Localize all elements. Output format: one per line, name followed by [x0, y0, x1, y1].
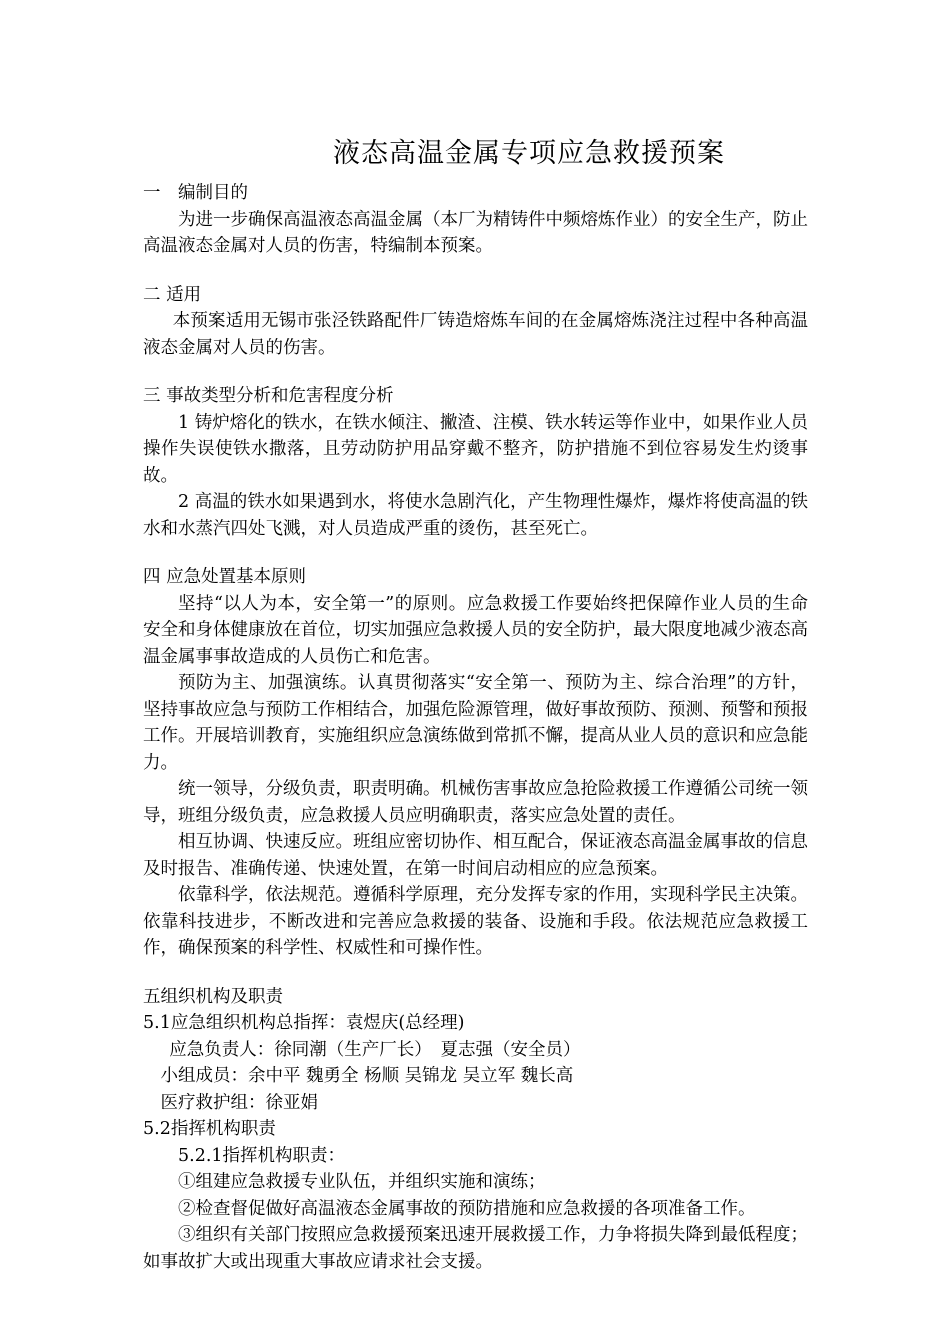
section-4-paragraph-4: 相互协调、快速反应。班组应密切协作、相互配合，保证液态高温金属事故的信息及时报告、准确传递、快速处置，在第一时间启动相应的应急预案。: [143, 832, 808, 879]
section-2-paragraph: 本预案适用无锡市张泾铁路配件厂铸造熔炼车间的在金属熔炼浇注过程中各种高温液态金属对人员的伤害。: [143, 311, 808, 358]
section-4-paragraph-2: 预防为主、加强演练。认真贯彻落实“安全第一、预防为主、综合治理”的方针，坚持事故应急与预防工作相结合，加强危险源管理，做好事故预防、预测、预警和预报工作。开展培训教育，实施组织应急演练做到常抓不懈，提高从业人员的意识和应急能力。: [143, 673, 808, 773]
medical-line: 医疗救护组：徐亚娟: [160, 1092, 318, 1113]
spacer: [143, 361, 808, 383]
section-5-heading: 五组织机构及职责: [143, 986, 283, 1007]
section-1-heading: 一 编制目的: [143, 183, 248, 203]
section-3-paragraph-2: 2 高温的铁水如果遇到水，将使水急剧汽化，产生物理性爆炸，爆炸将使高温的铁水和水蒸汽四处飞溅，对人员造成严重的烫伤，甚至死亡。: [143, 492, 808, 539]
duty-item-3: ③组织有关部门按照应急救援预案迅速开展救援工作，力争将损失降到最低程度；如事故扩大或出现重大事故应请求社会支援。: [143, 1225, 808, 1272]
subsection-5-2-1-heading: 5.2.1指挥机构职责：: [178, 1145, 346, 1166]
duty-item-2: ②检查督促做好高温液态金属事故的预防措施和应急救援的各项准备工作。: [178, 1198, 756, 1219]
section-4-heading: 四 应急处置基本原则: [143, 567, 307, 587]
commander-line: 5.1应急组织机构总指挥：袁煜庆(总经理): [143, 1013, 465, 1033]
section-4-paragraph-1: 坚持“以人为本，安全第一”的原则。应急救援工作要始终把保障作业人员的生命安全和身体健康放在首位，切实加强应急救援人员的安全防护，最大限度地减少液态高温金属事事故造成的人员伤亡和危害。: [143, 593, 808, 667]
section-4-paragraph-3: 统一领导，分级负责，职责明确。机械伤害事故应急抢险救援工作遵循公司统一领导，班组分级负责，应急救援人员应明确职责，落实应急处置的责任。: [143, 779, 808, 826]
document-page: [143, 130, 808, 1275]
duty-item-1: ①组建应急救援专业队伍，并组织实施和演练；: [178, 1172, 546, 1192]
subsection-5-2-heading: 5.2指挥机构职责: [143, 1119, 276, 1139]
responsible-line: 应急负责人：徐同潮（生产厂长） 夏志强（安全员）: [169, 1039, 581, 1060]
spacer: [143, 260, 808, 282]
spacer: [143, 962, 808, 984]
spacer: [143, 542, 808, 564]
section-1-paragraph: 为进一步确保高温液态高温金属（本厂为精铸件中频熔炼作业）的安全生产，防止高温液态金属对人员的伤害，特编制本预案。: [143, 209, 808, 256]
document-title: 液态高温金属专项应急救援预案: [333, 138, 725, 169]
section-3-paragraph-1: 1 铸炉熔化的铁水，在铁水倾注、撇渣、注模、铁水转运等作业中，如果作业人员操作失误使铁水撒落，且劳动防护用品穿戴不整齐，防护措施不到位容易发生灼烫事故。: [143, 412, 808, 486]
section-4-paragraph-5: 依靠科学，依法规范。遵循科学原理，充分发挥专家的作用，实现科学民主决策。依靠科技进步，不断改进和完善应急救援的装备、设施和手段。依法规范应急救援工作，确保预案的科学性、权威性和可操作性。: [143, 885, 808, 958]
section-3-heading: 三 事故类型分析和危害程度分析: [143, 386, 394, 406]
section-2-heading: 二 适用: [143, 284, 202, 305]
members-line: 小组成员：余中平 魏勇全 杨顺 吴锦龙 吴立军 魏长高: [160, 1066, 574, 1086]
